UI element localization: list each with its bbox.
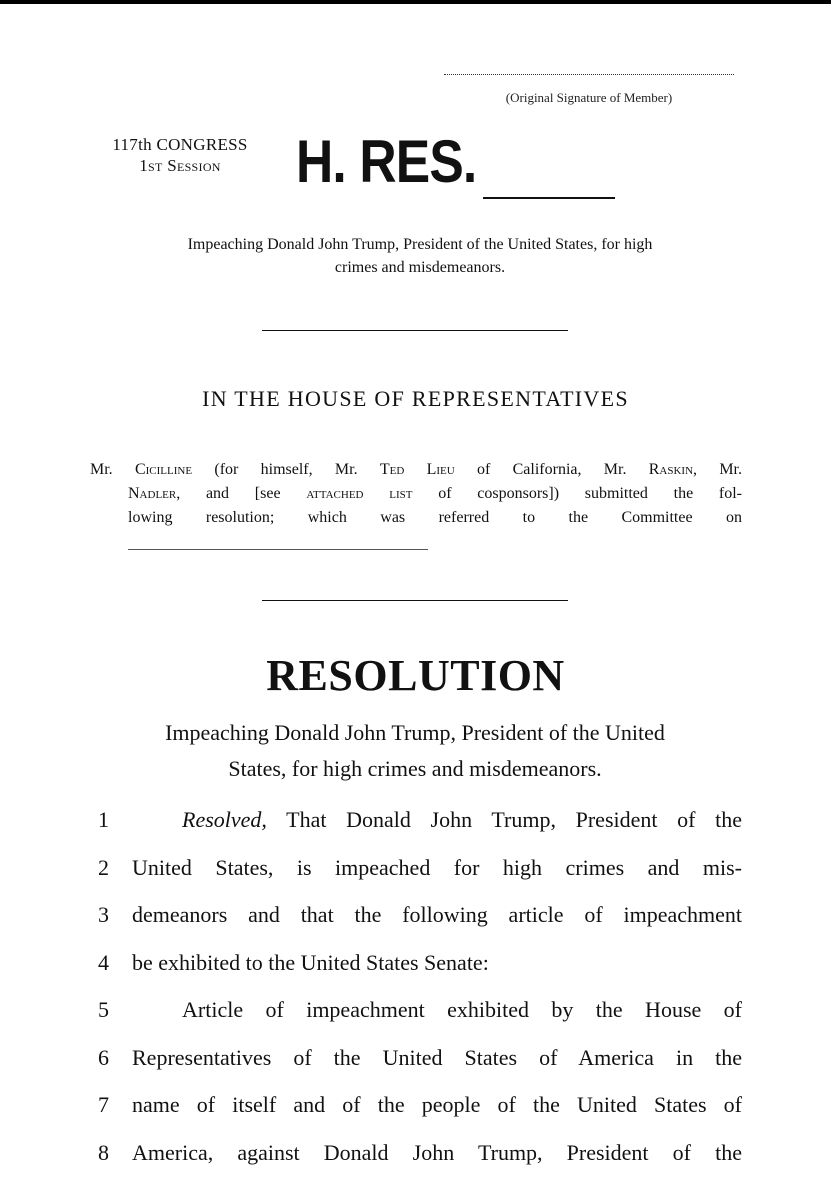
text-run: of California, Mr. (454, 461, 649, 478)
resolution-body (90, 803, 742, 1183)
text-run: That Donald John Trump, President of the (266, 807, 742, 832)
sponsor-line (90, 458, 742, 482)
resolved-clause: Resolved, (182, 807, 267, 832)
sponsor-paragraph (90, 458, 742, 530)
numbered-line (90, 898, 742, 946)
numbered-line (90, 993, 742, 1041)
attached-list-link: attached list (306, 485, 413, 502)
line-text: be exhibited to the United States Senate: (132, 949, 489, 975)
resolution-subtitle-line: States, for high crimes and misdemeanors. (228, 756, 602, 781)
cosponsor-name: Nadler (128, 485, 177, 502)
line-number: 2 (98, 854, 109, 880)
line-text: Representatives of the United States of America in the (132, 1044, 742, 1070)
line-number: 5 (98, 997, 109, 1022)
congress-number: 117th CONGRESS (112, 135, 248, 154)
numbered-line (90, 803, 742, 851)
resolution-subtitle-line: Impeaching Donald John Trump, President of the United (165, 720, 665, 745)
text-run: of cosponsors]) submitted the fol- (412, 485, 743, 502)
top-border (0, 0, 831, 4)
resolution-heading: RESOLUTION (266, 651, 565, 700)
numbered-line (90, 1136, 742, 1184)
text-run: , and [see (176, 485, 307, 502)
line-text: demeanors and that the following article of impeachment (132, 902, 742, 927)
cosponsor-name: Raskin (648, 461, 694, 478)
committee-blank (128, 549, 428, 550)
line-number: 4 (98, 949, 109, 975)
bill-number-blank (483, 197, 615, 199)
divider (262, 330, 568, 331)
line-text: United States, is impeached for high crimes and mis- (132, 854, 742, 880)
line-text: Article of impeachment exhibited by the House of (182, 997, 742, 1022)
line-number: 7 (98, 1092, 109, 1117)
numbered-line (90, 1041, 742, 1089)
line-number: 1 (98, 807, 109, 832)
line-number: 8 (98, 1139, 109, 1165)
numbered-line (90, 851, 742, 899)
congress-session-block (80, 134, 280, 176)
signature-label: (Original Signature of Member) (505, 90, 673, 105)
text-run: (for himself, Mr. (192, 461, 380, 478)
chamber-heading: IN THE HOUSE OF REPRESENTATIVES (202, 386, 629, 411)
text-run: , Mr. (693, 461, 743, 478)
short-title-line: Impeaching Donald John Trump, President of the United States, for high (187, 236, 653, 253)
line-number: 6 (98, 1044, 109, 1070)
numbered-line (90, 1088, 742, 1136)
bill-type: H. RES. (296, 128, 477, 195)
line-text: name of itself and of the people of the United States of (132, 1092, 742, 1117)
sponsor-line (90, 482, 742, 506)
short-title (110, 233, 730, 279)
line-text (182, 803, 742, 837)
resolution-subtitle (90, 715, 740, 787)
session-label: 1st Session (139, 156, 221, 175)
sponsor-name: Cicilline (134, 461, 193, 478)
cosponsor-name: Ted Lieu (379, 461, 455, 478)
divider (262, 600, 568, 601)
line-number: 3 (98, 902, 109, 927)
short-title-line: crimes and misdemeanors. (334, 259, 506, 276)
line-text: America, against Donald John Trump, President of the (132, 1139, 742, 1165)
signature-line (444, 74, 734, 75)
numbered-line (90, 946, 742, 994)
text-run: Mr. (90, 461, 135, 478)
sponsor-line: lowing resolution; which was referred to the Committee on (128, 509, 742, 526)
